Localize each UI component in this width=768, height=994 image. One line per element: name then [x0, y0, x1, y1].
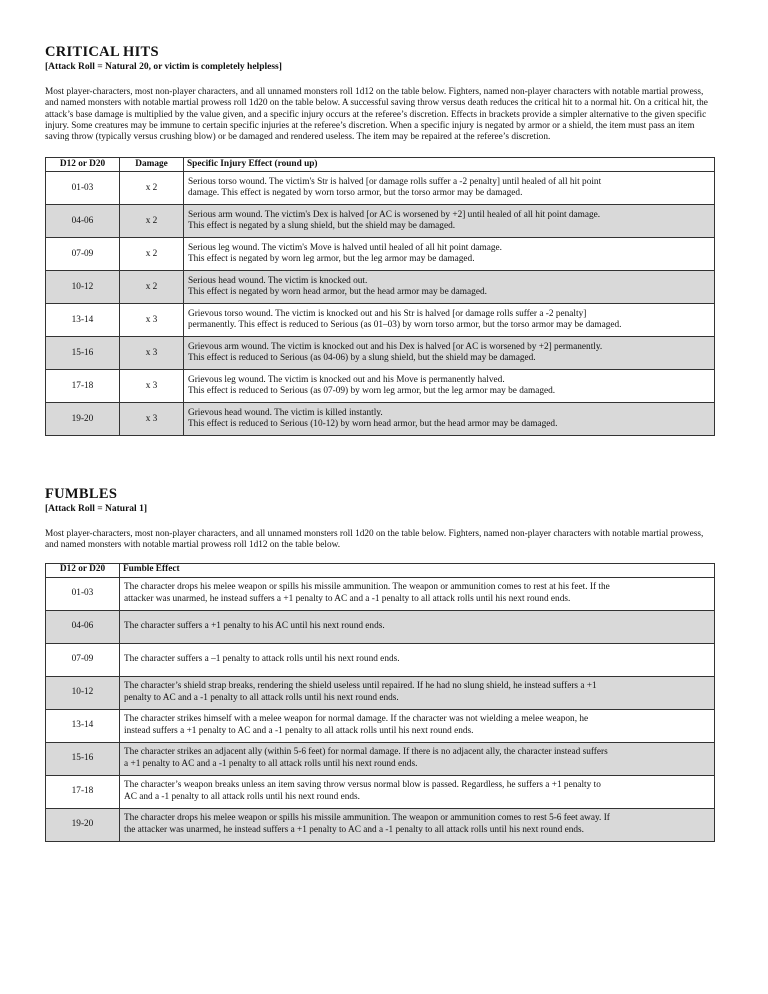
- roll-cell: 10-12: [46, 676, 120, 709]
- damage-cell: x 2: [120, 172, 184, 205]
- header-damage: Damage: [120, 158, 184, 172]
- roll-cell: 17-18: [46, 370, 120, 403]
- table-row: [46, 709, 715, 742]
- critical-hits-subtitle: [Attack Roll = Natural 20, or victim is completely helpless]: [45, 62, 282, 72]
- fumbles-table: [45, 563, 715, 842]
- effect-line-2: This effect is reduced to Serious (as 07-09) by worn leg armor, but the leg armor may be damaged.: [188, 386, 556, 397]
- roll-cell: 13-14: [46, 304, 120, 337]
- effect-line-1: The character’s shield strap breaks, rendering the shield useless until repaired. If he had no slung shield, he instead suffers a +1: [124, 681, 597, 692]
- effect-cell: [120, 643, 715, 676]
- critical-hits-table: [45, 157, 715, 436]
- damage-cell: x 2: [120, 205, 184, 238]
- critical-hits-intro: Most player-characters, most non-player characters, and all unnamed monsters roll 1d12 on the table below. Fighters, named non-player characters with notable martial prowess, and named monsters with notable martial prowess roll 1d20 on the table below. A successful saving throw versus death reduces the critical hit to a normal hit. On a critical hit, the attack’s base damage is multiplied by the value given, and a specific injury occurs at the referee’s discretion. Effects in brackets provide a simpler alternative to the given specific injury. Some creatures may be immune to certain specific injuries at the referee’s discretion. When a specific injury is negated by armor or a shield, the item must pass an item saving throw (typically versus crushing blow) or be damaged and rendered useless. The item may be repaired at the referee’s discretion.: [45, 87, 708, 143]
- table-row: [46, 238, 715, 271]
- roll-cell: 04-06: [46, 205, 120, 238]
- table-row: [46, 337, 715, 370]
- roll-cell: 07-09: [46, 643, 120, 676]
- effect-cell: [120, 577, 715, 610]
- effect-cell: [120, 709, 715, 742]
- table-row: [46, 676, 715, 709]
- effect-line-1: The character strikes himself with a melee weapon for normal damage. If the character was not wielding a melee weapon, he: [124, 714, 589, 725]
- effect-cell: [184, 337, 715, 370]
- roll-cell: 04-06: [46, 610, 120, 643]
- effect-cell: [184, 238, 715, 271]
- effect-line-1: Grievous arm wound. The victim is knocked out and his Dex is halved [or AC is worsened by +2] permanently.: [188, 342, 603, 353]
- critical-hits-section: [45, 44, 715, 436]
- effect-cell: [120, 808, 715, 841]
- fumbles-intro: Most player-characters, most non-player characters, and all unnamed monsters roll 1d20 on the table below. Fighters, named non-player characters with notable martial prowess, and named monsters with notable martial prowess roll 1d12 on the table below.: [45, 529, 704, 551]
- table-row: [46, 304, 715, 337]
- effect-cell: [120, 610, 715, 643]
- effect-line-1: The character drops his melee weapon or spills his missile ammunition. The weapon or ammunition comes to rest at his feet. If the: [124, 582, 610, 593]
- effect-cell: [184, 205, 715, 238]
- fumbles-section: [45, 486, 715, 842]
- roll-cell: 19-20: [46, 808, 120, 841]
- effect-line-2: attacker was unarmed, he instead suffers a +1 penalty to AC and a -1 penalty to all attack rolls until his next round ends.: [124, 593, 571, 604]
- table-row: [46, 643, 715, 676]
- roll-cell: 13-14: [46, 709, 120, 742]
- roll-cell: 01-03: [46, 577, 120, 610]
- effect-cell: [120, 742, 715, 775]
- damage-cell: x 3: [120, 403, 184, 436]
- damage-cell: x 2: [120, 271, 184, 304]
- effect-line-2: the attacker was unarmed, he instead suffers a +1 penalty to AC and a -1 penalty to all attack rolls until his next round ends.: [124, 824, 584, 835]
- effect-cell: [184, 403, 715, 436]
- effect-line-1: Serious head wound. The victim is knocked out.: [188, 276, 368, 287]
- effect-line-1: The character suffers a –1 penalty to attack rolls until his next round ends.: [124, 653, 400, 664]
- header-effect: Fumble Effect: [120, 563, 715, 577]
- effect-cell: [184, 370, 715, 403]
- effect-line-2: damage. This effect is negated by worn torso armor, but the torso armor may be damaged.: [188, 188, 523, 199]
- effect-line-2: This effect is reduced to Serious (10-12) by worn head armor, but the head armor may be damaged.: [188, 419, 558, 430]
- effect-line-1: The character suffers a +1 penalty to his AC until his next round ends.: [124, 620, 385, 631]
- effect-line-1: The character drops his melee weapon or spills his missile ammunition. The weapon or ammunition comes to rest 5-6 feet away. If: [124, 813, 610, 824]
- effect-line-2: a +1 penalty to AC and a -1 penalty to all attack rolls until his next round ends.: [124, 758, 418, 769]
- effect-line-1: Serious torso wound. The victim's Str is halved [or damage rolls suffer a -2 penalty] until healed of all hit point: [188, 177, 602, 188]
- effect-line-2: penalty to AC and a -1 penalty to all attack rolls until his next round ends.: [124, 692, 399, 703]
- table-row: [46, 205, 715, 238]
- damage-cell: x 2: [120, 238, 184, 271]
- effect-cell: [184, 271, 715, 304]
- table-row: [46, 370, 715, 403]
- header-roll: D12 or D20: [46, 563, 120, 577]
- effect-line-1: The character strikes an adjacent ally (within 5-6 feet) for normal damage. If there is no adjacent ally, the character instead suffers: [124, 747, 608, 758]
- effect-line-2: This effect is negated by worn head armor, but the head armor may be damaged.: [188, 287, 487, 298]
- header-effect: Specific Injury Effect (round up): [184, 158, 715, 172]
- effect-cell: [120, 775, 715, 808]
- effect-line-1: The character’s weapon breaks unless an item saving throw versus normal blow is passed. Regardless, he suffers a +1 penalty to: [124, 780, 601, 791]
- table-row: [46, 403, 715, 436]
- roll-cell: 19-20: [46, 403, 120, 436]
- damage-cell: x 3: [120, 304, 184, 337]
- fumbles-title: FUMBLES: [45, 486, 118, 502]
- table-row: [46, 808, 715, 841]
- effect-cell: [184, 304, 715, 337]
- effect-line-2: This effect is negated by a slung shield, but the shield may be damaged.: [188, 221, 456, 232]
- damage-cell: x 3: [120, 370, 184, 403]
- effect-line-1: Grievous torso wound. The victim is knocked out and his Str is halved [or damage rolls suffer a -2 penalty]: [188, 309, 587, 320]
- effect-cell: [184, 172, 715, 205]
- roll-cell: 10-12: [46, 271, 120, 304]
- table-row: [46, 610, 715, 643]
- roll-cell: 15-16: [46, 742, 120, 775]
- table-header-row: [46, 158, 715, 172]
- effect-line-1: Grievous leg wound. The victim is knocked out and his Move is permanently halved.: [188, 375, 505, 386]
- effect-line-2: permanently. This effect is reduced to Serious (as 01–03) by worn torso armor, but the torso armor may be damaged.: [188, 320, 622, 331]
- roll-cell: 01-03: [46, 172, 120, 205]
- roll-cell: 15-16: [46, 337, 120, 370]
- fumbles-subtitle: [Attack Roll = Natural 1]: [45, 504, 147, 514]
- effect-line-2: instead suffers a +1 penalty to AC and a -1 penalty to all attack rolls until his next round ends.: [124, 725, 474, 736]
- table-row: [46, 172, 715, 205]
- effect-cell: [120, 676, 715, 709]
- table-row: [46, 271, 715, 304]
- effect-line-1: Serious arm wound. The victim's Dex is halved [or AC is worsened by +2] until healed of all hit point damage.: [188, 210, 601, 221]
- effect-line-2: AC and a -1 penalty to all attack rolls until his next round ends.: [124, 791, 360, 802]
- effect-line-2: This effect is negated by worn leg armor, but the leg armor may be damaged.: [188, 254, 475, 265]
- table-header-row: [46, 563, 715, 577]
- table-row: [46, 742, 715, 775]
- effect-line-1: Grievous head wound. The victim is killed instantly.: [188, 408, 383, 419]
- roll-cell: 07-09: [46, 238, 120, 271]
- damage-cell: x 3: [120, 337, 184, 370]
- critical-hits-title: CRITICAL HITS: [45, 44, 159, 60]
- effect-line-2: This effect is reduced to Serious (as 04-06) by a slung shield, but the shield may be damaged.: [188, 353, 536, 364]
- table-row: [46, 775, 715, 808]
- effect-line-1: Serious leg wound. The victim's Move is halved until healed of all hit point damage.: [188, 243, 502, 254]
- header-roll: D12 or D20: [46, 158, 120, 172]
- table-row: [46, 577, 715, 610]
- roll-cell: 17-18: [46, 775, 120, 808]
